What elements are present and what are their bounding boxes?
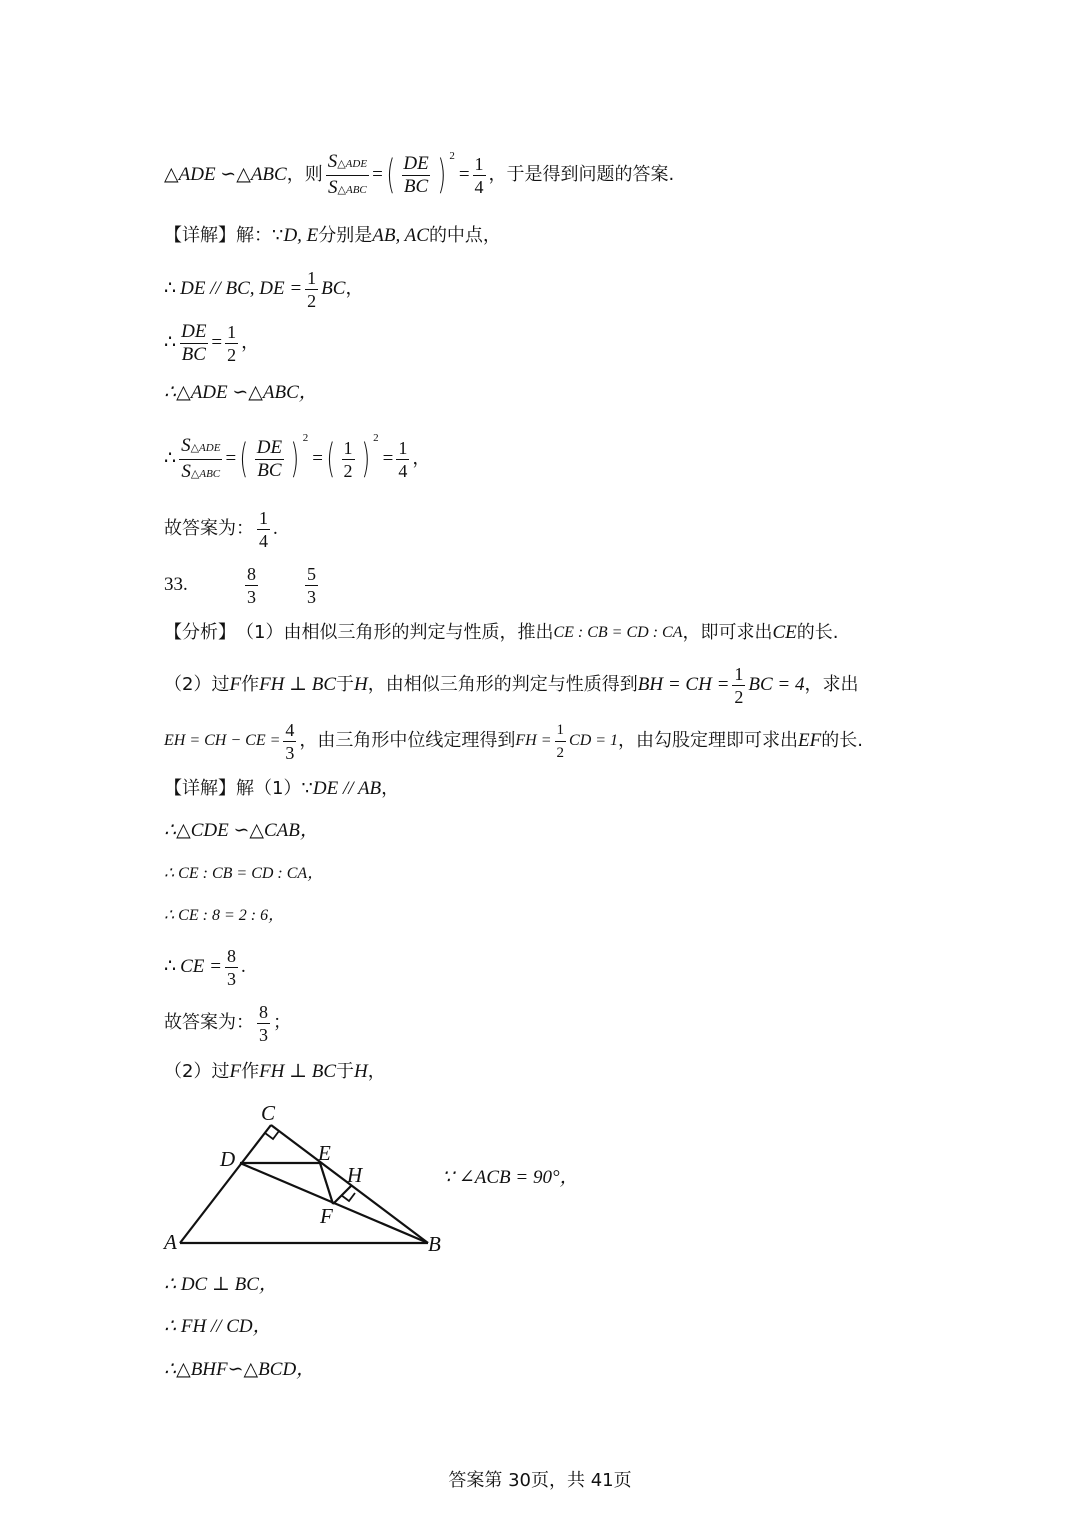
bc-den: BC [181, 343, 206, 365]
eight-thirds-fraction [225, 945, 238, 990]
left-paren-2: ( [326, 436, 336, 482]
analysis-tag: 【分析】 [164, 622, 236, 643]
cd-eq-1: CD = 1 [569, 732, 619, 749]
label-e: E [318, 1141, 331, 1165]
equals-2: = [458, 164, 470, 185]
right-paren: ) [290, 436, 300, 482]
text-line-8 [164, 560, 321, 610]
bc-den: BC [257, 459, 282, 481]
text-line-5: ∴△ADE ∽△ABC， [164, 382, 318, 403]
text-line-15: ∴ CE : 8 = 2 : 6， [164, 907, 285, 924]
comma: ， [241, 332, 260, 353]
half-num: 1 [227, 321, 237, 342]
equals: = [211, 332, 223, 353]
solution-because: 解：∵ [236, 225, 284, 246]
comma: ， [412, 448, 431, 469]
left-paren: ( [386, 152, 395, 198]
equals: = [225, 448, 237, 469]
segment-ac [180, 1125, 271, 1243]
answer-den: 4 [259, 530, 268, 551]
analysis-text-2: ，即可求出 [682, 622, 773, 643]
half-num: 1 [343, 437, 353, 458]
half-den: 2 [227, 344, 237, 365]
line1-tail: ，于是得到问题的答案. [488, 164, 675, 185]
answer-fraction [257, 1001, 270, 1046]
ce-eq: CE = [180, 956, 222, 977]
s-bot-sub: △ABC [190, 467, 221, 480]
h: H [354, 674, 368, 695]
answer-den: 3 [259, 1024, 268, 1045]
s-top: S [181, 434, 191, 456]
ef: EF [798, 730, 822, 751]
parallel-statement: DE // BC, DE = [180, 278, 303, 299]
t2: 作 [241, 674, 260, 695]
fh-eq: FH = [515, 732, 552, 749]
et-den: 3 [226, 968, 236, 989]
bh-eq-ch: BH = CH = [637, 674, 730, 695]
answer-1-fraction [245, 563, 258, 608]
answer-fraction [257, 507, 270, 552]
four-thirds-fraction [283, 719, 296, 764]
text-line-9 [164, 621, 838, 645]
text-midpoints: 的中点， [428, 225, 501, 246]
bc-den: BC [403, 175, 429, 197]
answer-label: 故答案为： [164, 518, 254, 539]
bc-eq-4: BC = 4 [748, 674, 805, 695]
detail-tag: 【详解】 [164, 225, 236, 246]
solution-because: 解（1）∵ [236, 778, 313, 799]
quarter-fraction [396, 437, 409, 482]
a2-num: 5 [307, 563, 316, 584]
t4: ，由相似三角形的判定与性质得到 [367, 674, 638, 695]
text-line-22: ∴△BHF∽△BCD， [164, 1359, 316, 1380]
text-line-19: ∵ ∠ACB = 90°， [442, 1167, 579, 1188]
label-h: H [347, 1163, 363, 1187]
bc: BC [321, 278, 346, 299]
de-num: DE [403, 152, 429, 174]
comma-then: ，则 [286, 164, 323, 185]
text-line-12 [164, 777, 399, 801]
q-den: 4 [474, 176, 484, 197]
ft-den: 3 [285, 742, 295, 763]
half-den: 2 [555, 741, 567, 764]
half-den: 2 [343, 460, 353, 481]
de-bc-fraction [255, 437, 284, 482]
half-fraction [305, 267, 318, 312]
text-line-1 [164, 150, 674, 200]
triangle-figure [160, 1098, 460, 1258]
semicolon: ； [273, 1012, 291, 1033]
period: . [273, 518, 278, 539]
t3: 于 [336, 674, 355, 695]
equals-2: = [312, 448, 323, 469]
et-num: 8 [226, 945, 236, 966]
h: H [354, 1061, 368, 1082]
ratio-statement: CE : CB = CD : CA [553, 624, 683, 641]
t3: 于 [336, 1061, 355, 1082]
a1-num: 8 [247, 563, 256, 584]
text-line-14: ∴ CE : CB = CD : CA， [164, 865, 324, 882]
text-line-11 [164, 716, 863, 766]
label-d: D [220, 1147, 236, 1171]
quarter-fraction [473, 153, 486, 198]
fh-perp-bc: FH ⊥ BC [259, 1061, 337, 1082]
half-num: 1 [734, 663, 744, 684]
text-line-7 [164, 506, 278, 552]
t1: ，由三角形中位线定理得到 [299, 730, 516, 751]
s-bot: S [181, 460, 191, 482]
exponent-2: 2 [373, 432, 379, 444]
answer-label: 故答案为： [164, 1012, 254, 1033]
right-paren: ) [437, 152, 446, 198]
text-respectively: 分别是 [318, 225, 373, 246]
q-den: 4 [398, 460, 408, 481]
area-ratio-fraction [179, 434, 222, 485]
problem-number: 33. [164, 574, 188, 595]
answer-num: 1 [259, 507, 268, 528]
de-num: DE [256, 436, 283, 458]
right-paren-2: ) [361, 436, 370, 482]
s-bot-sub: △ABC [337, 183, 367, 196]
left-paren: ( [239, 436, 249, 482]
s-bot: S [328, 176, 338, 198]
points-de: D, E [283, 225, 319, 246]
half-num: 1 [556, 721, 565, 738]
t5: ，求出 [804, 674, 859, 695]
page-footer: 答案第 30页，共 41页 [448, 1470, 632, 1491]
therefore: ∴ [164, 448, 177, 469]
de-bc-fraction [179, 321, 208, 366]
analysis-text-1: （1）由相似三角形的判定与性质，推出 [236, 622, 554, 643]
text-line-3 [164, 264, 363, 314]
de-parallel-ab: DE // AB [312, 778, 382, 799]
half-fraction [732, 663, 745, 708]
comma: ， [367, 1061, 386, 1082]
half-num: 1 [307, 267, 317, 288]
text-line-20: ∴ DC ⊥ BC， [164, 1274, 278, 1295]
comma: ， [381, 778, 400, 799]
half-den: 2 [307, 290, 317, 311]
text-line-17 [164, 998, 291, 1048]
a2-den: 3 [307, 586, 316, 607]
de-num: DE [181, 320, 207, 342]
text-line-10 [164, 660, 859, 710]
text-line-21: ∴ FH // CD， [164, 1316, 272, 1337]
t2: 作 [241, 1061, 260, 1082]
exponent: 2 [449, 150, 455, 162]
text-line-16 [164, 942, 246, 992]
f: F [229, 674, 242, 695]
t1: （2）过 [164, 674, 230, 695]
comma: ， [345, 278, 364, 299]
half-den: 2 [734, 686, 744, 707]
detail-tag: 【详解】 [164, 778, 236, 799]
ce: CE [772, 622, 797, 643]
therefore: ∴ [164, 332, 177, 353]
area-ratio-fraction [326, 150, 369, 201]
s-top: S [327, 150, 338, 172]
ft-num: 4 [285, 719, 295, 740]
label-a: A [164, 1230, 177, 1254]
half-fraction [225, 321, 238, 366]
text-line-2 [164, 224, 501, 248]
exponent: 2 [302, 432, 309, 444]
equals: = [372, 164, 383, 185]
analysis-text-3: 的长. [796, 622, 839, 643]
answer-num: 8 [259, 1001, 268, 1022]
text-line-13: ∴△CDE ∽△CAB， [164, 820, 319, 841]
answer-2-fraction [305, 563, 318, 608]
fh-perp-bc: FH ⊥ BC [259, 674, 337, 695]
a1-den: 3 [247, 586, 256, 607]
right-angle-c [265, 1131, 279, 1139]
equals-3: = [382, 448, 394, 469]
t2: ，由勾股定理即可求出 [618, 730, 799, 751]
therefore: ∴ [164, 278, 177, 299]
label-c: C [261, 1101, 276, 1125]
f: F [229, 1061, 242, 1082]
label-b: B [428, 1232, 441, 1256]
text-line-6 [164, 432, 430, 486]
text-line-4 [164, 318, 259, 368]
period: . [240, 956, 246, 977]
label-f: F [320, 1204, 333, 1228]
eh-statement: EH = CH − CE = [164, 732, 281, 749]
t1: （2）过 [164, 1061, 230, 1082]
sides-ab-ac: AB, AC [372, 225, 429, 246]
q-num: 1 [398, 437, 408, 458]
q-num: 1 [474, 153, 484, 174]
similar-triangles: △ADE ∽△ABC [164, 164, 287, 185]
text-line-18 [164, 1060, 386, 1084]
therefore: ∴ [164, 956, 177, 977]
half-fraction [342, 437, 355, 482]
s-top-sub: △ADE [337, 157, 368, 170]
de-bc-fraction [401, 153, 430, 198]
t3: 的长. [821, 730, 863, 751]
half-fraction [555, 719, 567, 764]
s-top-sub: △ADE [190, 441, 221, 454]
